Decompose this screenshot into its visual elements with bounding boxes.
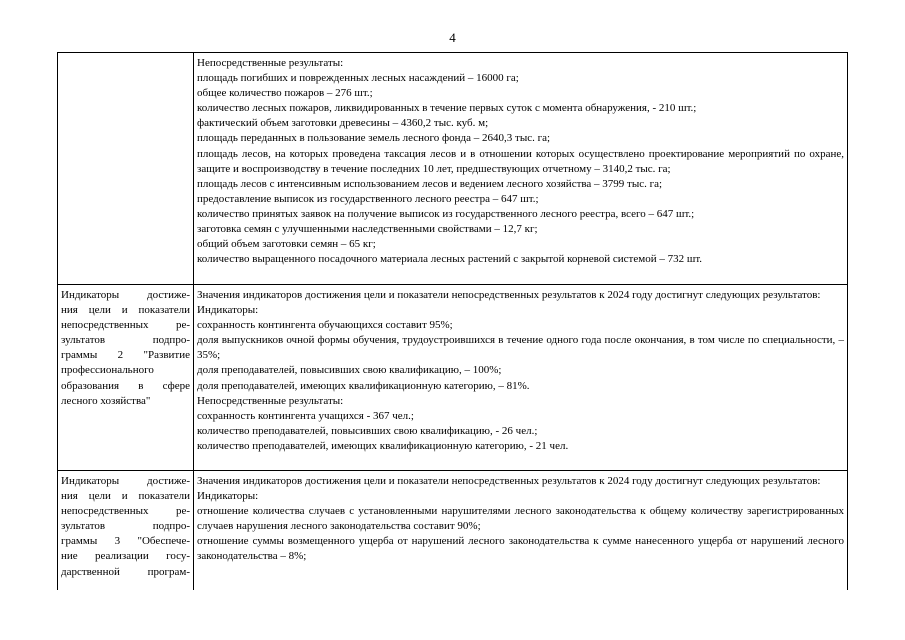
- indicator-name-line: непосредственных ре-: [61, 319, 190, 332]
- programme-indicators-table: [57, 52, 848, 590]
- indicators-heading: Индикаторы:: [197, 304, 259, 317]
- indicator-name-line: ния цели и показатели: [61, 490, 190, 503]
- indicator-name-line: зультатов подпро-: [61, 520, 190, 533]
- indicator-values-cell: [194, 285, 848, 471]
- result-line: сохранность контингента учащихся - 367 чел.;: [197, 409, 414, 422]
- page-number: 4: [449, 30, 456, 45]
- result-line: площадь переданных в пользование земель лесного фонда – 2640,3 тыс. га;: [197, 132, 551, 145]
- results-heading: Непосредственные результаты:: [197, 394, 344, 407]
- result-line: заготовка семян с улучшенными наследственными свойствами – 12,7 кг;: [197, 223, 538, 236]
- result-line: количество принятых заявок на получение выписок из государственного лесного реестра, всего – 647 шт.;: [197, 207, 695, 220]
- table-row: [58, 53, 848, 285]
- result-line: общее количество пожаров – 276 шт.;: [197, 87, 373, 100]
- values-intro: Значения индикаторов достижения цели и показатели непосредственных результатов к 2024 году достигнут следующих результатов:: [197, 289, 821, 301]
- indicator-name-line: профессионального: [61, 364, 154, 377]
- indicator-name-line: лесного хозяйства": [61, 394, 151, 407]
- indicator-name-line: образования в сфере: [61, 379, 190, 392]
- indicator-values-cell: [194, 53, 848, 285]
- result-line: площадь лесов с интенсивным использованием лесов и ведением лесного хозяйства – 3799 тыс. га;: [197, 177, 663, 190]
- result-line: площадь погибших и поврежденных лесных насаждений – 16000 га;: [197, 72, 519, 85]
- indicator-name-line: Индикаторы достиже-: [61, 289, 190, 301]
- result-line: общий объем заготовки семян – 65 кг;: [197, 238, 376, 251]
- result-line: количество выращенного посадочного материала лесных растений с закрытой корневой системой – 732 шт.: [197, 253, 703, 266]
- indicator-line: отношение суммы возмещенного ущерба от нарушений лесного законодательства к сумме нанесенного ущерба от нарушений лесного законодательства – 8%;: [197, 535, 844, 563]
- indicator-line: отношение количества случаев с установленными нарушителями лесного законодательства к общему количеству зарегистрированных случаев нарушения лесного законодательства составит 90%;: [197, 505, 844, 533]
- result-line: фактический объем заготовки древесины – 4360,2 тыс. куб. м;: [197, 117, 489, 130]
- indicator-line: доля преподавателей, имеющих квалификационную категорию, – 81%.: [197, 379, 530, 392]
- indicators-heading: Индикаторы:: [197, 490, 259, 503]
- table-row: [58, 285, 848, 471]
- indicator-name-line: дарственной програм-: [61, 565, 190, 578]
- indicator-line: доля выпускников очной формы обучения, трудоустроившихся в течение одного года после окончания, в том числе по специальности, – 35%;: [197, 334, 844, 362]
- indicator-line: сохранность контингента обучающихся составит 95%;: [197, 319, 453, 332]
- indicator-line: доля преподавателей, повысивших свою квалификацию, – 100%;: [197, 364, 502, 377]
- indicator-name-line: зультатов подпро-: [61, 334, 190, 347]
- values-intro: Значения индикаторов достижения цели и показатели непосредственных результатов к 2024 году достигнут следующих результатов:: [197, 475, 821, 487]
- result-line: предоставление выписок из государственного лесного реестра – 647 шт.;: [197, 192, 539, 205]
- indicator-name-line: Индикаторы достиже-: [61, 475, 190, 487]
- result-line: количество преподавателей, имеющих квалификационную категорию, - 21 чел.: [197, 439, 569, 452]
- result-line: площадь лесов, на которых проведена таксация лесов и в отношении которых осуществлено проектирование мероприятий по охране, защите и воспроизводству в течение последних 10 лет, предшествующих отчетному – 3140,2 тыс. га;: [197, 147, 844, 175]
- indicator-values-cell: [194, 471, 848, 591]
- indicator-name-line: ния цели и показатели: [61, 304, 190, 317]
- table-row: [58, 471, 848, 591]
- indicator-name-line: непосредственных ре-: [61, 505, 190, 518]
- result-line: количество лесных пожаров, ликвидированных в течение первых суток с момента обнаружения, - 210 шт.;: [197, 102, 697, 115]
- indicator-name-line: граммы 2 "Развитие: [61, 349, 190, 362]
- indicator-name-cell: [58, 471, 194, 591]
- indicator-name-line: граммы 3 "Обеспече-: [61, 535, 190, 548]
- indicator-name-line: ние реализации госу-: [61, 550, 190, 563]
- indicator-name-cell: [58, 285, 194, 471]
- results-heading: Непосредственные результаты:: [197, 57, 344, 69]
- result-line: количество преподавателей, повысивших свою квалификацию, - 26 чел.;: [197, 424, 538, 437]
- indicator-name-cell: [58, 53, 194, 285]
